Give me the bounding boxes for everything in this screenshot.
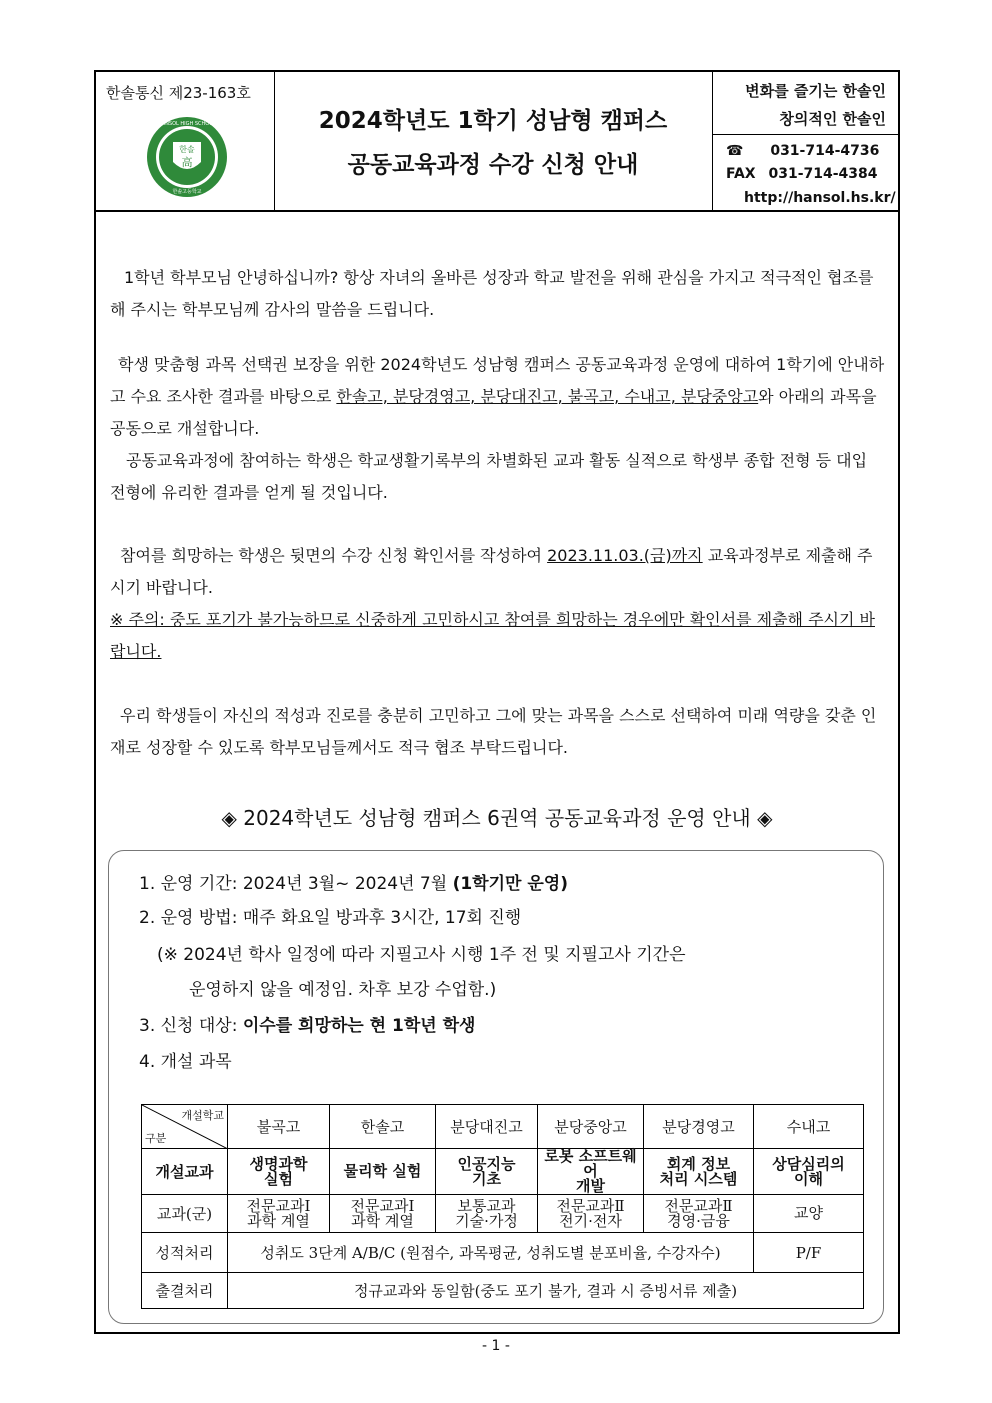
table-row [142,1105,864,1149]
svg-text:高: 高 [181,156,193,169]
announcement-text-a: 학생 맞춤형 과목 선택권 보장을 위한 2024학년도 성남형 캠퍼스 공동교육과정 운영에 대하여 1학기에 안내하고 수요 조사한 결과를 바탕으로 [110,355,885,406]
announcement-text-b: 와 아래의 과목을 공동으로 개설합니다. [110,387,877,438]
paragraph-announcement [110,349,886,445]
deadline-text-b: 교육과정부로 제출해 주시기 바랍니다. [110,546,873,597]
corner-top-label: 개설학교 [181,1109,224,1122]
document-frame [94,70,900,1334]
school-header: 분당경영고 [644,1105,754,1149]
svg-text:HANSOL HIGH SCHOOL: HANSOL HIGH SCHOOL [158,121,216,127]
paragraph-deadline [110,540,886,604]
paragraph-greeting: 1학년 학부모님 안녕하십니까? 항상 자녀의 올바른 성장과 학교 발전을 위해 관심을 가지고 적극적인 협조를 해 주시는 학부모님께 감사의 말씀을 드립니다. [110,268,874,319]
course-cell: 로봇 소프트웨어 개발 [538,1149,644,1195]
fax-row [726,166,878,182]
paragraph-closing: 우리 학생들이 자신의 적성과 진로를 충분히 고민하고 그에 맞는 과목을 스스로 선택하여 미래 역량을 갖춘 인재로 성장할 수 있도록 학부모님들께서도 적극 협조 부탁드립니다. [110,706,877,757]
title-line-2: 공동교육과정 수강 신청 안내 [347,152,639,178]
svg-text:한솔: 한솔 [179,145,195,154]
letterhead [96,72,898,212]
section-title: ◈ 2024학년도 성남형 캠퍼스 6권역 공동교육과정 운영 안내 ◈ [221,806,773,830]
motto-1: 변화를 즐기는 한솔인 [745,82,886,100]
table-row [142,1149,864,1195]
title-line-1: 2024학년도 1학기 성남형 캠퍼스 [318,108,668,134]
category-cell: 전문교과Ⅱ 경영·금융 [644,1195,754,1233]
item-period-bold: (1학기만 운영) [452,874,568,894]
category-cell: 전문교과Ⅱ 전기·전자 [538,1195,644,1233]
program-info-box [108,850,884,1324]
attendance-cell: 정규교과와 동일함(중도 포기 불가, 결과 시 증빙서류 제출) [228,1273,864,1309]
course-cell: 회계 정보 처리 시스템 [644,1149,754,1195]
fax-number: 031-714-4384 [768,166,878,182]
corner-bottom-label: 구분 [145,1132,167,1145]
course-cell: 상담심리의 이해 [754,1149,864,1195]
website-link[interactable]: http://hansol.hs.kr/ [744,190,896,206]
course-cell: 물리학 실험 [330,1149,436,1195]
row-label: 성적처리 [142,1233,228,1273]
item-method-note-1: (※ 2024년 학사 일정에 따라 지필고사 시행 1주 전 및 지필고사 기간은 [157,945,686,965]
item-courses: 4. 개설 과목 [139,1052,232,1072]
letterhead-left [96,72,275,210]
school-header: 분당대진고 [436,1105,538,1149]
divider [712,134,898,135]
category-cell: 교양 [754,1195,864,1233]
issue-number: 한솔통신 제23-163호 [106,84,251,102]
row-label: 출결처리 [142,1273,228,1309]
grading-cell: 성취도 3단계 A/B/C (원점수, 과목평균, 성취도별 분포비율, 수강자수) [228,1233,754,1273]
category-cell: 전문교과Ⅰ 과학 계열 [228,1195,330,1233]
table-corner [142,1105,228,1149]
row-label: 개설교과 [142,1149,228,1195]
item-target-text: 3. 신청 대상: [139,1016,243,1036]
paragraph-benefit: 공동교육과정에 참여하는 학생은 학교생활기록부의 차별화된 교과 활동 실적으로 학생부 종합 전형 등 대입 전형에 유리한 결과를 얻게 될 것입니다. [110,451,868,502]
svg-text:한솔고등학교: 한솔고등학교 [172,189,202,195]
deadline-text-a: 참여를 희망하는 학생은 뒷면의 수강 신청 확인서를 작성하여 [120,546,548,565]
fax-label: FAX [726,166,756,182]
category-cell: 전문교과Ⅰ 과학 계열 [330,1195,436,1233]
phone-row [726,143,879,159]
page-number: - 1 - [482,1338,510,1354]
category-cell: 보통교과 기술·가정 [436,1195,538,1233]
item-method: 2. 운영 방법: 매주 화요일 방과후 3시간, 17회 진행 [139,908,522,928]
caution-note: ※ 주의: 중도 포기가 불가능하므로 신중하게 고민하시고 참여를 희망하는 경우에만 확인서를 제출해 주시기 바랍니다. [110,610,875,661]
phone-icon: ☎ [726,143,744,159]
school-logo-icon [146,116,228,198]
item-target-bold: 이수를 희망하는 현 1학년 학생 [242,1016,476,1036]
course-cell: 생명과학 실험 [228,1149,330,1195]
course-table [141,1104,864,1309]
item-target [139,1011,475,1036]
deadline-date: 2023.11.03.(금)까지 [547,546,703,565]
school-header: 수내고 [754,1105,864,1149]
letterhead-title [274,72,713,210]
phone-number: 031-714-4736 [770,143,880,159]
item-period [139,869,568,894]
school-header: 한솔고 [330,1105,436,1149]
item-method-note-2: 운영하지 않을 예정임. 차후 보강 수업함.) [189,980,497,1000]
participating-schools: 한솔고, 분당경영고, 분당대진고, 불곡고, 수내고, 분당중앙고 [336,387,759,406]
course-cell: 인공지능 기초 [436,1149,538,1195]
grading-pf-cell: P/F [754,1233,864,1273]
motto-2: 창의적인 한솔인 [779,110,886,128]
item-period-text: 1. 운영 기간: 2024년 3월~ 2024년 7월 [139,874,453,894]
table-row [142,1273,864,1309]
school-header: 분당중앙고 [538,1105,644,1149]
table-row [142,1233,864,1273]
row-label: 교과(군) [142,1195,228,1233]
letterhead-right [712,72,898,210]
school-header: 불곡고 [228,1105,330,1149]
table-row [142,1195,864,1233]
